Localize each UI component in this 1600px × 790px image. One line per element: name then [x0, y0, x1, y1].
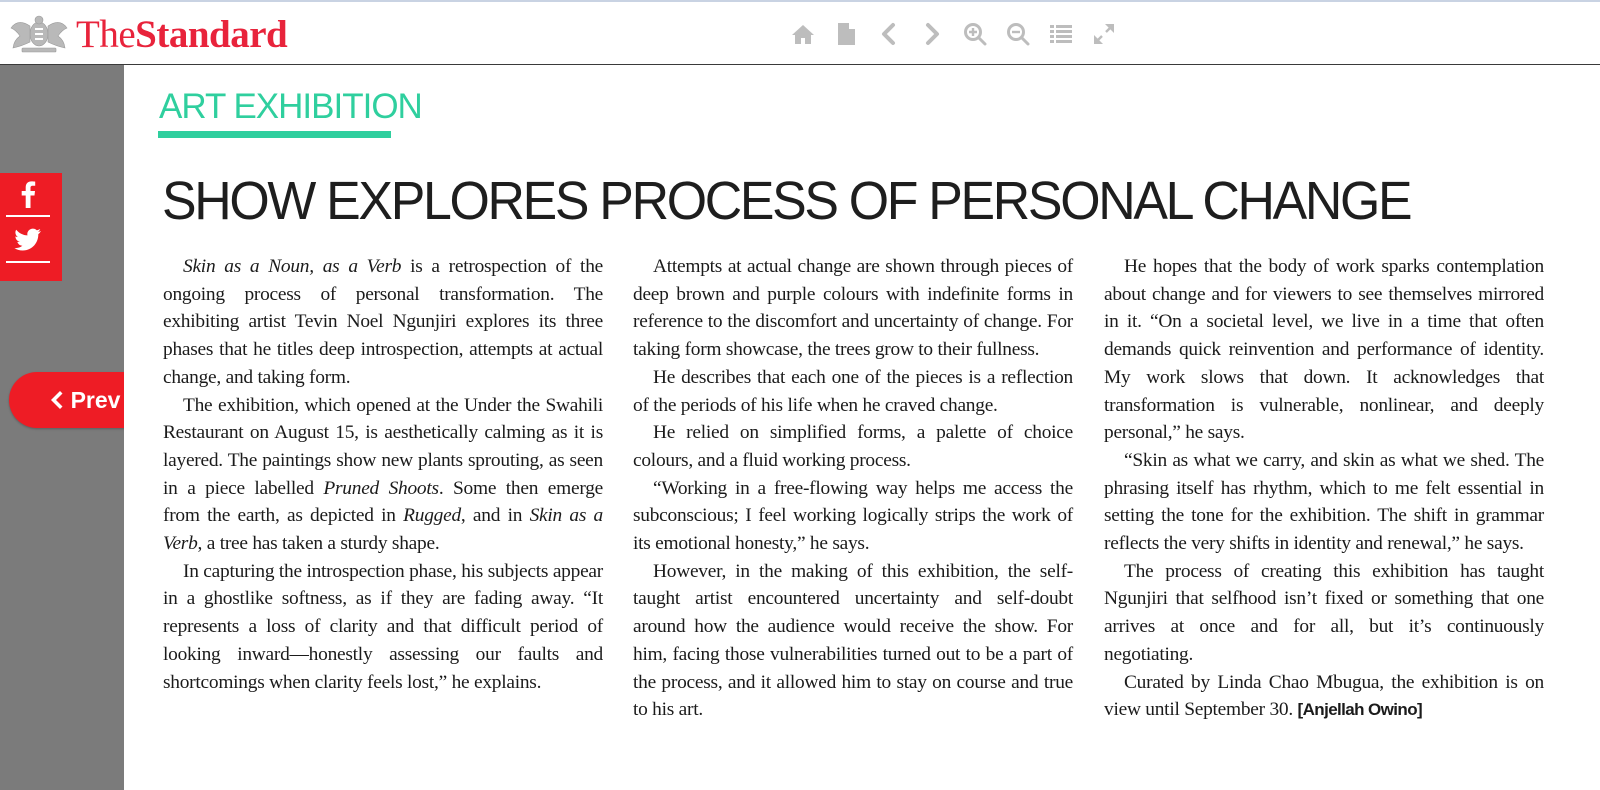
paragraph-text: is a retrospection of the ongoing process of personal transformation. The exhibiting artist Tevin Noel Ngunjiri explores its three phases that he titles deep introspection, attempts at actual change, and taking form.: [163, 256, 603, 388]
article-page: [124, 65, 1600, 790]
paragraph: The process of creating this exhibition has taught Ngunjiri that selfhood isn’t fixed or something that one arrives at once and for all, but it’s continuously negotiating.: [1104, 560, 1544, 665]
paragraph: He describes that each one of the pieces is a reflection of the periods of his life when he craved change.: [633, 366, 1073, 416]
brand-standard: Standard: [135, 12, 288, 56]
work-title: Skin as a Verb: [163, 505, 603, 555]
paragraph: However, in the making of this exhibition, the self-taught artist encountered uncertainty and self-doubt around how the audience would receive the show. For him, facing those vulnerabilities turned out to be a part of the process, and it allowed him to stay on course and true to his art.: [633, 560, 1073, 721]
share-bar: [0, 173, 62, 281]
list-icon: [1049, 22, 1073, 46]
paragraph-text: , and in: [460, 505, 530, 527]
twitter-share-button[interactable]: [6, 219, 50, 263]
facebook-icon: [20, 180, 36, 208]
article-column-1: [163, 253, 603, 696]
page-icon: [834, 22, 858, 46]
paragraph: “Working in a free-flowing way helps me access the subconscious; I feel working logically strips the work of its emotional honesty,” he says.: [633, 477, 1073, 555]
viewer-toolbar: [790, 18, 1134, 50]
top-bar: [0, 0, 1600, 65]
facebook-share-button[interactable]: [6, 173, 50, 217]
paragraph-text: . Some then emerge from the earth, as depicted in: [163, 477, 603, 527]
chevron-right-icon: [920, 22, 944, 46]
zoom-out-icon: [1006, 22, 1030, 46]
site-logo[interactable]: [8, 12, 287, 56]
paragraph: In capturing the introspection phase, his subjects appear in a ghostlike softness, as if they are fading away. “It represents a loss of clarity and that difficult period of looking inward—honestly assessing our faults and shortcomings when clarity feels lost,” he explains.: [163, 560, 603, 693]
zoom-out-button[interactable]: [1005, 21, 1031, 47]
brand-the: The: [76, 12, 136, 56]
work-title: Pruned Shoots: [323, 477, 439, 499]
paragraph: [163, 253, 603, 392]
zoom-in-icon: [963, 22, 987, 46]
paragraph: [163, 392, 603, 558]
paragraph: [1104, 669, 1544, 724]
zoom-in-button[interactable]: [962, 21, 988, 47]
paragraph: Attempts at actual change are shown through pieces of deep brown and purple colours with indefinite forms in reference to the discomfort and uncertainty of change. For taking form showcase, the trees grow to their fullness.: [633, 256, 1073, 361]
twitter-icon: [14, 228, 42, 252]
work-title: Rugged: [403, 505, 461, 527]
fullscreen-button[interactable]: [1091, 21, 1117, 47]
paragraph: “Skin as what we carry, and skin as what we shed. The phrasing itself has rhythm, which to me felt essential in setting the tone for the exhibition. The shift in grammar reflects the very shifts in identity and renewal,” he says.: [1104, 449, 1544, 555]
chevron-left-icon: [877, 22, 901, 46]
byline: [Anjellah Owino]: [1297, 700, 1423, 720]
home-button[interactable]: [790, 21, 816, 47]
paragraph: He relied on simplified forms, a palette of choice colours, and a fluid working process.: [633, 422, 1073, 471]
prev-label: Prev: [70, 386, 121, 413]
paragraph: He hopes that the body of work sparks contemplation about change and for viewers to see themselves mirrored in it. “On a societal level, we live in a time that often demands quick reinvention and performance of identity. My work slows that down. It acknowledges that transformation is vulnerable, nonlinear, and deeply personal,” he says.: [1104, 256, 1544, 444]
home-icon: [791, 22, 815, 46]
section-kicker: ART EXHIBITION: [159, 87, 422, 126]
paragraph-text: The exhibition, which opened at the Under the Swahili Restaurant on August 15, is aesthetically calming as it is layered. The paintings show new plants sprouting, as seen in a piece labelled: [163, 394, 603, 499]
paragraph-text: , a tree has taken a sturdy shape.: [197, 533, 440, 555]
contents-button[interactable]: [1048, 21, 1074, 47]
article-headline: SHOW EXPLORES PROCESS OF PERSONAL CHANGE: [162, 171, 1411, 231]
article-column-2: [633, 253, 1073, 724]
chevron-left-icon: [49, 390, 63, 410]
fullscreen-icon: [1092, 22, 1116, 46]
work-title: Skin as a Noun, as a Verb: [183, 256, 402, 277]
kicker-underline: [158, 131, 391, 138]
previous-page-button[interactable]: [876, 21, 902, 47]
paragraph-text: Curated by Linda Chao Mbugua, the exhibition is on view until September 30.: [1104, 671, 1544, 721]
crest-icon: [8, 14, 70, 54]
page-button[interactable]: [833, 21, 859, 47]
article-column-3: [1104, 253, 1544, 724]
next-page-button[interactable]: [919, 21, 945, 47]
